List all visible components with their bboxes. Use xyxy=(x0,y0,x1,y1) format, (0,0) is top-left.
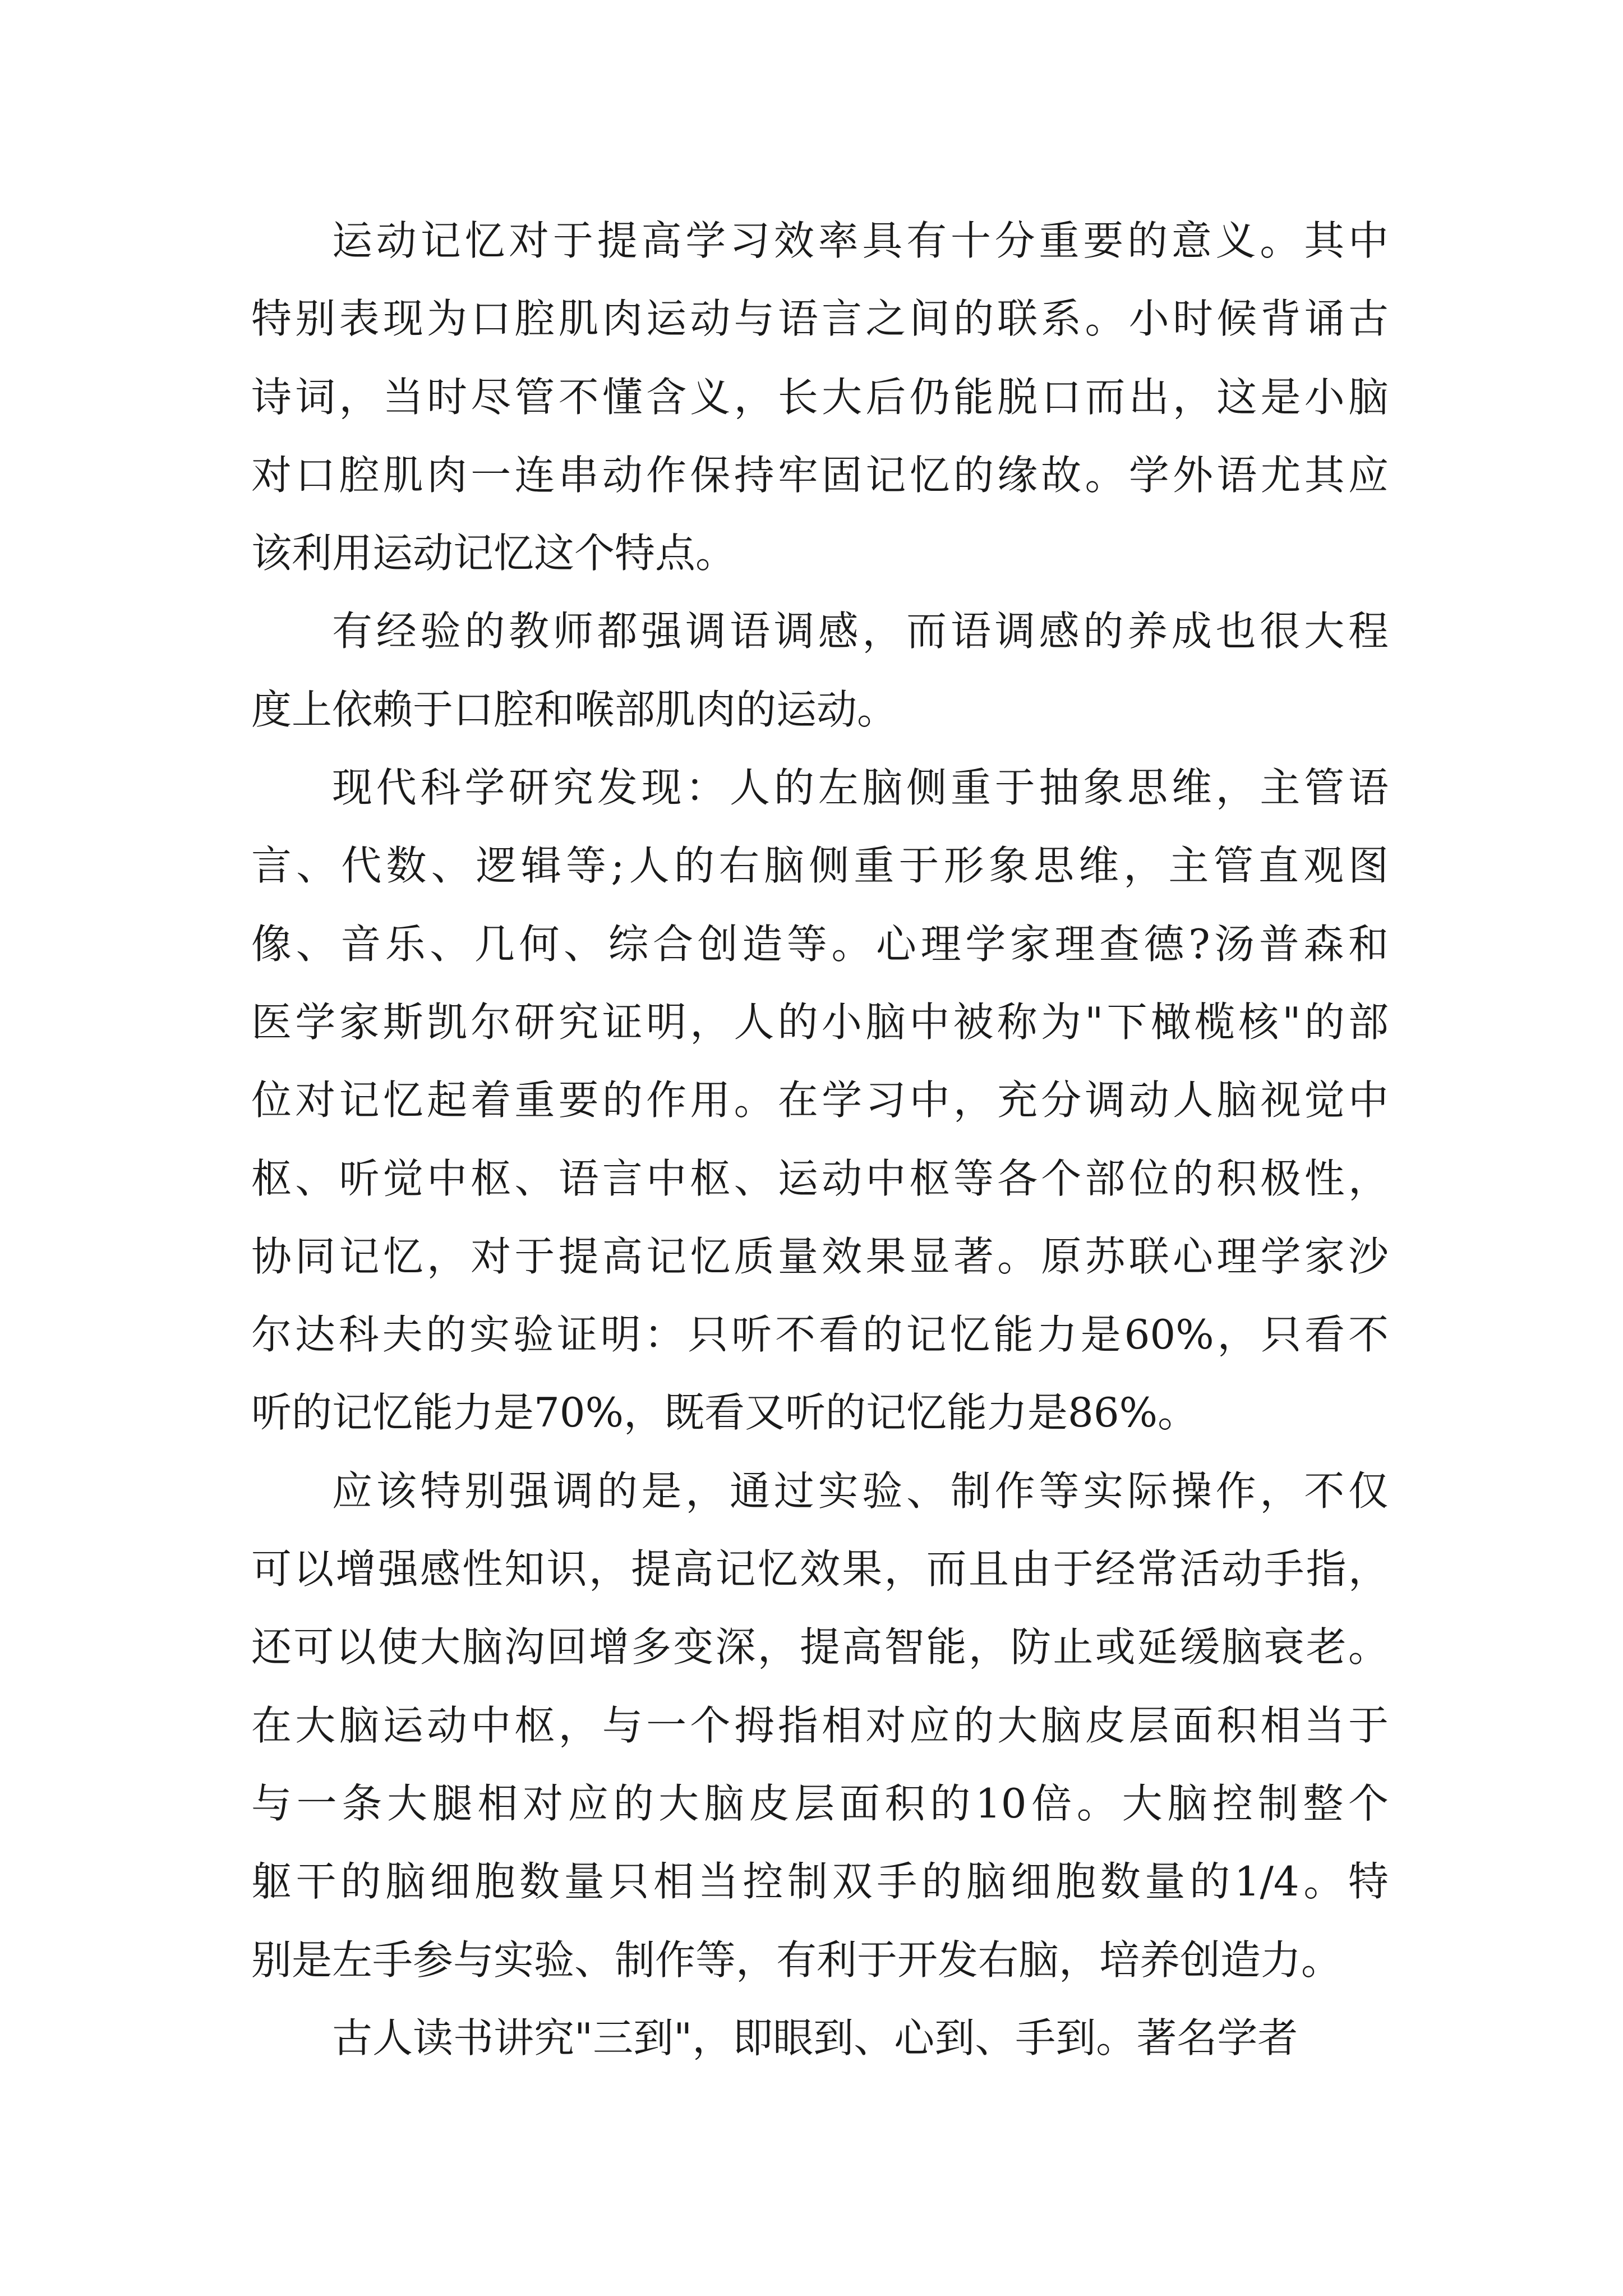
body-text xyxy=(251,202,1389,2077)
paragraph-brain-research xyxy=(251,749,1389,1452)
text-line: 该利用运动记忆这个特点。 xyxy=(251,530,736,577)
paragraph-hands-on xyxy=(251,1452,1389,1999)
text-line: 诗词，当时尽管不懂含义，长大后仍能脱口而出，这是小脑 xyxy=(251,373,1389,421)
text-line: 现代科学研究发现：人的左脑侧重于抽象思维，主管语 xyxy=(332,764,1389,812)
text-line: 对口腔肌肉一连串动作保持牢固记忆的缘故。学外语尤其应 xyxy=(251,451,1389,499)
text-line: 与一条大腿相对应的大脑皮层面积的10倍。大脑控制整个 xyxy=(251,1779,1389,1827)
paragraph-three-arrivals xyxy=(251,1999,1389,2077)
text-line: 听的记忆能力是70%，既看又听的记忆能力是86%。 xyxy=(251,1389,1198,1437)
text-line: 有经验的教师都强调语调感，而语调感的养成也很大程 xyxy=(332,608,1389,655)
paragraph-intonation xyxy=(251,592,1389,749)
text-line: 度上依赖于口腔和喉部肌肉的运动。 xyxy=(251,685,898,733)
text-line: 还可以使大脑沟回增多变深，提高智能，防止或延缓脑衰老。 xyxy=(251,1623,1389,1671)
text-line: 古人读书讲究"三到"，即眼到、心到、手到。著名学者 xyxy=(332,2014,1298,2062)
text-line: 运动记忆对于提高学习效率具有十分重要的意义。其中 xyxy=(332,217,1389,264)
text-line: 协同记忆，对于提高记忆质量效果显著。原苏联心理学家沙 xyxy=(251,1232,1389,1280)
text-line: 别是左手参与实验、制作等，有利于开发右脑，培养创造力。 xyxy=(251,1936,1342,1984)
text-line: 言、代数、逻辑等;人的右脑侧重于形象思维，主管直观图 xyxy=(251,842,1389,890)
text-line: 医学家斯凯尔研究证明，人的小脑中被称为"下橄榄核"的部 xyxy=(251,998,1389,1046)
text-line: 应该特别强调的是，通过实验、制作等实际操作，不仅 xyxy=(332,1467,1389,1515)
paragraph-motor-memory xyxy=(251,202,1389,592)
text-line: 像、音乐、几何、综合创造等。心理学家理查德?汤普森和 xyxy=(251,920,1389,968)
text-line: 尔达科夫的实验证明：只听不看的记忆能力是60%，只看不 xyxy=(251,1311,1389,1359)
text-line: 在大脑运动中枢，与一个拇指相对应的大脑皮层面积相当于 xyxy=(251,1701,1389,1749)
text-line: 可以增强感性知识，提高记忆效果，而且由于经常活动手指， xyxy=(251,1545,1389,1593)
text-line: 枢、听觉中枢、语言中枢、运动中枢等各个部位的积极性， xyxy=(251,1154,1389,1202)
text-line: 位对记忆起着重要的作用。在学习中，充分调动人脑视觉中 xyxy=(251,1076,1389,1124)
text-line: 躯干的脑细胞数量只相当控制双手的脑细胞数量的1/4。特 xyxy=(251,1858,1389,1906)
text-line: 特别表现为口腔肌肉运动与语言之间的联系。小时候背诵古 xyxy=(251,295,1389,343)
